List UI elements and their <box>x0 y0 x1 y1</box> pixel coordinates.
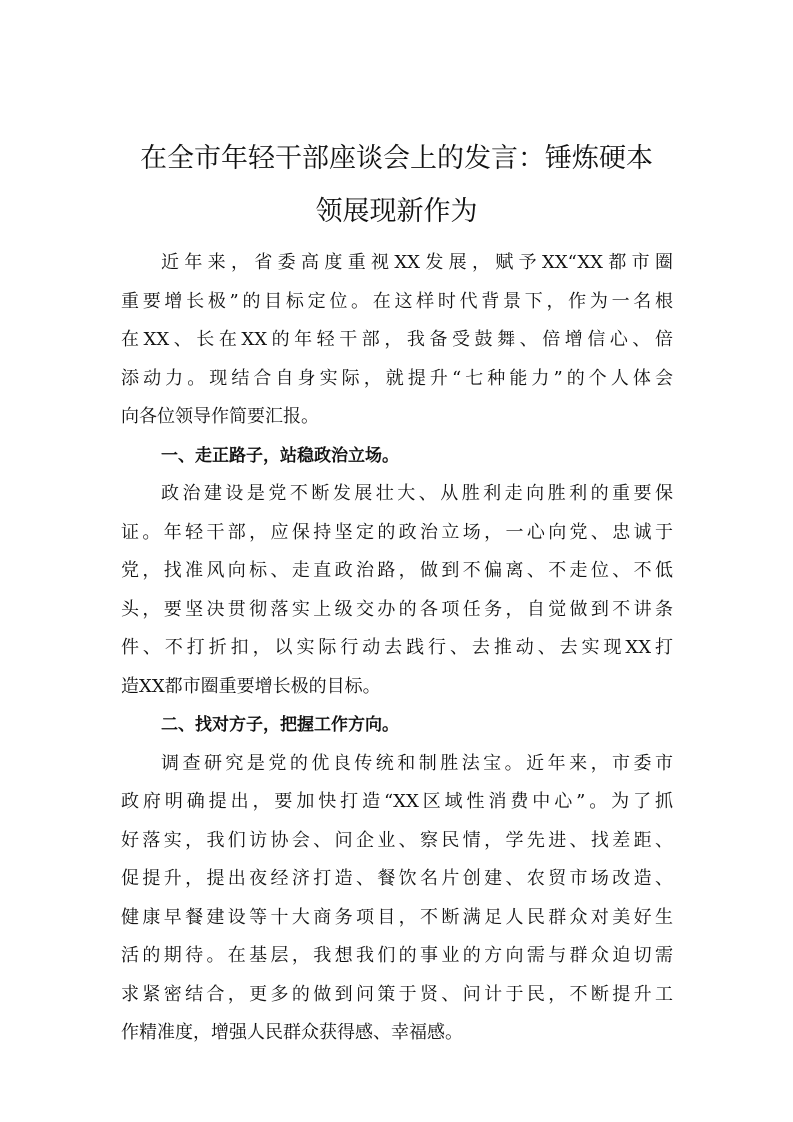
paragraph-line: 证。年轻干部，应保持坚定的政治立场，一心向党、忠诚于 <box>121 521 673 543</box>
paragraph-line: 活的期待。在基层，我想我们的事业的方向需与群众迫切需 <box>121 945 673 966</box>
paragraph-line: 健康早餐建设等十大商务项目，不断满足人民群众对美好生 <box>121 906 673 928</box>
intro-paragraph <box>121 244 673 437</box>
paragraph-line: 添动力。现结合自身实际，就提升“七种能力”的个人体会 <box>121 367 673 389</box>
document-title-line-2: 领展现新作为 <box>315 196 478 227</box>
paragraph-line: 促提升，提出夜经济打造、餐饮名片创建、农贸市场改造、 <box>121 868 673 889</box>
paragraph-line: 调查研究是党的优良传统和制胜法宝。近年来，市委市 <box>161 752 673 774</box>
paragraph-line: 近年来，省委高度重视XX发展，赋予XX“XX都市圈 <box>161 252 673 273</box>
section-1-paragraph <box>121 475 673 706</box>
paragraph-line: 党，找准风向标、走直政治路，做到不偏离、不走位、不低 <box>121 560 673 581</box>
document-body <box>121 244 673 1053</box>
section-2-paragraph <box>121 745 673 1053</box>
document-title-line-1: 在全市年轻干部座谈会上的发言：锤炼硬本 <box>140 143 653 174</box>
paragraph-line: 造XX都市圈重要增长极的目标。 <box>121 675 381 697</box>
section-heading-1: 一、走正路子，站稳政治立场。 <box>161 445 399 466</box>
paragraph-line: 政治建设是党不断发展壮大、从胜利走向胜利的重要保 <box>161 483 673 504</box>
paragraph-line: 头，要坚决贯彻落实上级交办的各项任务，自觉做到不讲条 <box>121 598 673 620</box>
paragraph-line: 重要增长极”的目标定位。在这样时代背景下，作为一名根 <box>121 290 673 312</box>
paragraph-line: 政府明确提出，要加快打造“XX区域性消费中心”。为了抓 <box>121 791 673 812</box>
paragraph-line: 在XX、长在XX的年轻干部，我备受鼓舞、倍增信心、倍 <box>121 329 673 350</box>
paragraph-line: 件、不打折扣，以实际行动去践行、去推动、去实现XX打 <box>121 637 673 658</box>
paragraph-line: 向各位领导作简要汇报。 <box>121 406 319 427</box>
section-heading-2: 二、找对方子，把握工作方向。 <box>161 715 399 735</box>
paragraph-line: 作精准度，增强人民群众获得感、幸福感。 <box>121 1022 463 1043</box>
paragraph-line: 好落实，我们访协会、问企业、察民情，学先进、找差距、 <box>121 829 673 851</box>
paragraph-line: 求紧密结合，更多的做到问策于贤、问计于民，不断提升工 <box>121 983 673 1005</box>
